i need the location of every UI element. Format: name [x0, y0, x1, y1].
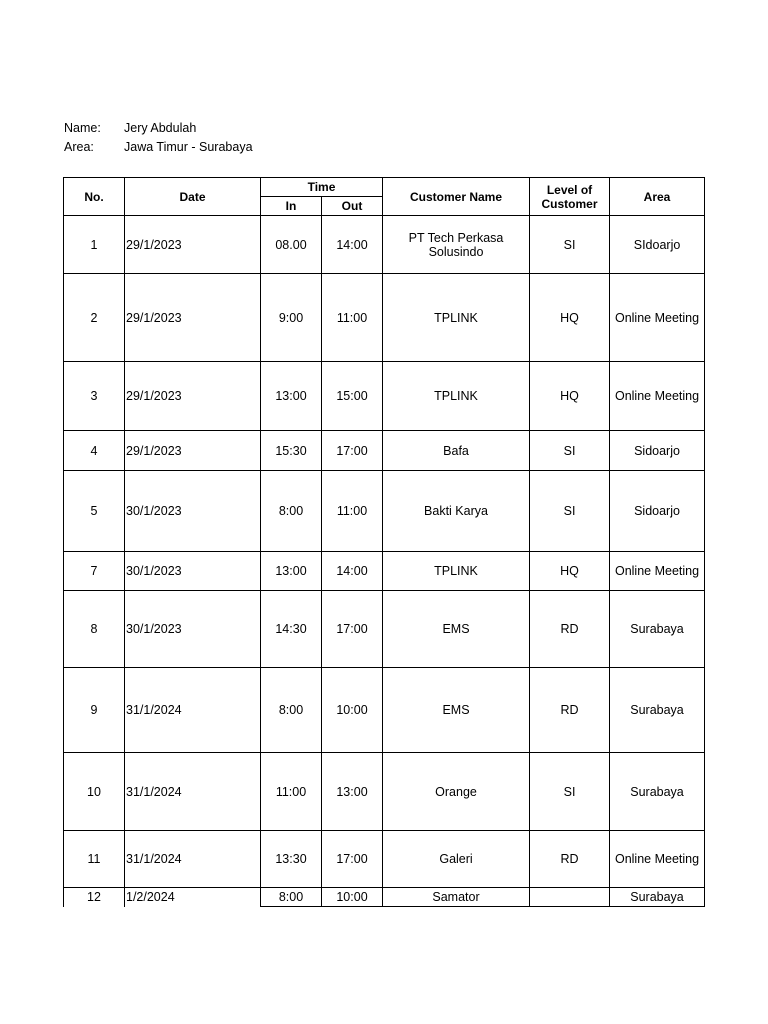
cell-no: 4 [64, 431, 125, 471]
cell-no: 3 [64, 362, 125, 431]
cell-level [530, 888, 610, 907]
cell-no: 1 [64, 216, 125, 274]
cell-in: 13:00 [261, 552, 322, 591]
col-header-out: Out [322, 197, 383, 216]
cell-area: Online Meeting [610, 362, 705, 431]
cell-in: 13:00 [261, 362, 322, 431]
cell-date: 29/1/2023 [125, 274, 261, 362]
cell-area: Surabaya [610, 753, 705, 831]
cell-no: 8 [64, 591, 125, 668]
area-label: Area: [64, 140, 94, 154]
cell-in: 15:30 [261, 431, 322, 471]
cell-no: 10 [64, 753, 125, 831]
cell-date: 31/1/2024 [125, 668, 261, 753]
cell-out: 11:00 [322, 471, 383, 552]
cell-out: 14:00 [322, 552, 383, 591]
cell-area: Sidoarjo [610, 431, 705, 471]
table-row [64, 362, 705, 431]
report-header [64, 119, 253, 157]
cell-out: 13:00 [322, 753, 383, 831]
cell-area: SIdoarjo [610, 216, 705, 274]
col-header-date: Date [125, 178, 261, 216]
cell-area: Online Meeting [610, 831, 705, 888]
cell-date: 31/1/2024 [125, 753, 261, 831]
table-row [64, 216, 705, 274]
cell-in: 13:30 [261, 831, 322, 888]
cell-no: 5 [64, 471, 125, 552]
col-header-in: In [261, 197, 322, 216]
table-row [64, 668, 705, 753]
cell-out: 14:00 [322, 216, 383, 274]
table-row [64, 753, 705, 831]
cell-date: 29/1/2023 [125, 216, 261, 274]
cell-area: Surabaya [610, 668, 705, 753]
cell-customer: Bakti Karya [383, 471, 530, 552]
cell-date: 30/1/2023 [125, 591, 261, 668]
cell-out: 17:00 [322, 591, 383, 668]
cell-no: 11 [64, 831, 125, 888]
cell-level: HQ [530, 362, 610, 431]
cell-in: 11:00 [261, 753, 322, 831]
table-row [64, 831, 705, 888]
table-row [64, 431, 705, 471]
cell-date: 1/2/2024 [125, 888, 261, 907]
col-header-area: Area [610, 178, 705, 216]
cell-customer: TPLINK [383, 274, 530, 362]
table-body [64, 216, 705, 907]
cell-customer: EMS [383, 668, 530, 753]
cell-date: 31/1/2024 [125, 831, 261, 888]
cell-customer: Bafa [383, 431, 530, 471]
cell-level: RD [530, 591, 610, 668]
cell-date: 30/1/2023 [125, 471, 261, 552]
table-row [64, 591, 705, 668]
cell-no: 7 [64, 552, 125, 591]
cell-date: 29/1/2023 [125, 431, 261, 471]
name-row [64, 119, 253, 138]
cell-out: 11:00 [322, 274, 383, 362]
table-row [64, 471, 705, 552]
name-value: Jery Abdulah [124, 121, 197, 135]
cell-out: 17:00 [322, 431, 383, 471]
cell-level: RD [530, 668, 610, 753]
cell-in: 14:30 [261, 591, 322, 668]
cell-level: SI [530, 431, 610, 471]
cell-area: Online Meeting [610, 552, 705, 591]
visit-log-table [63, 177, 705, 907]
cell-no: 2 [64, 274, 125, 362]
cell-customer: PT Tech Perkasa Solusindo [383, 216, 530, 274]
cell-level: SI [530, 753, 610, 831]
col-header-level: Level of Customer [530, 178, 610, 216]
cell-level: HQ [530, 552, 610, 591]
table-row [64, 552, 705, 591]
area-row [64, 138, 253, 157]
cell-level: SI [530, 471, 610, 552]
cell-out: 15:00 [322, 362, 383, 431]
cell-area: Surabaya [610, 591, 705, 668]
cell-date: 29/1/2023 [125, 362, 261, 431]
cell-level: SI [530, 216, 610, 274]
cell-customer: EMS [383, 591, 530, 668]
cell-customer: Orange [383, 753, 530, 831]
cell-in: 08.00 [261, 216, 322, 274]
cell-no: 9 [64, 668, 125, 753]
col-header-time: Time [261, 178, 383, 197]
cell-in: 8:00 [261, 668, 322, 753]
cell-no: 12 [64, 888, 125, 907]
col-header-customer: Customer Name [383, 178, 530, 216]
cell-out: 17:00 [322, 831, 383, 888]
cell-date: 30/1/2023 [125, 552, 261, 591]
cell-area: Sidoarjo [610, 471, 705, 552]
cell-area: Surabaya [610, 888, 705, 907]
table-row [64, 888, 705, 907]
cell-customer: TPLINK [383, 552, 530, 591]
cell-customer: Galeri [383, 831, 530, 888]
col-header-no: No. [64, 178, 125, 216]
cell-in: 8:00 [261, 888, 322, 907]
cell-out: 10:00 [322, 888, 383, 907]
area-value: Jawa Timur - Surabaya [124, 140, 253, 154]
table-row [64, 274, 705, 362]
cell-out: 10:00 [322, 668, 383, 753]
cell-in: 8:00 [261, 471, 322, 552]
cell-area: Online Meeting [610, 274, 705, 362]
cell-level: RD [530, 831, 610, 888]
cell-level: HQ [530, 274, 610, 362]
cell-customer: TPLINK [383, 362, 530, 431]
cell-customer: Samator [383, 888, 530, 907]
cell-in: 9:00 [261, 274, 322, 362]
name-label: Name: [64, 121, 101, 135]
